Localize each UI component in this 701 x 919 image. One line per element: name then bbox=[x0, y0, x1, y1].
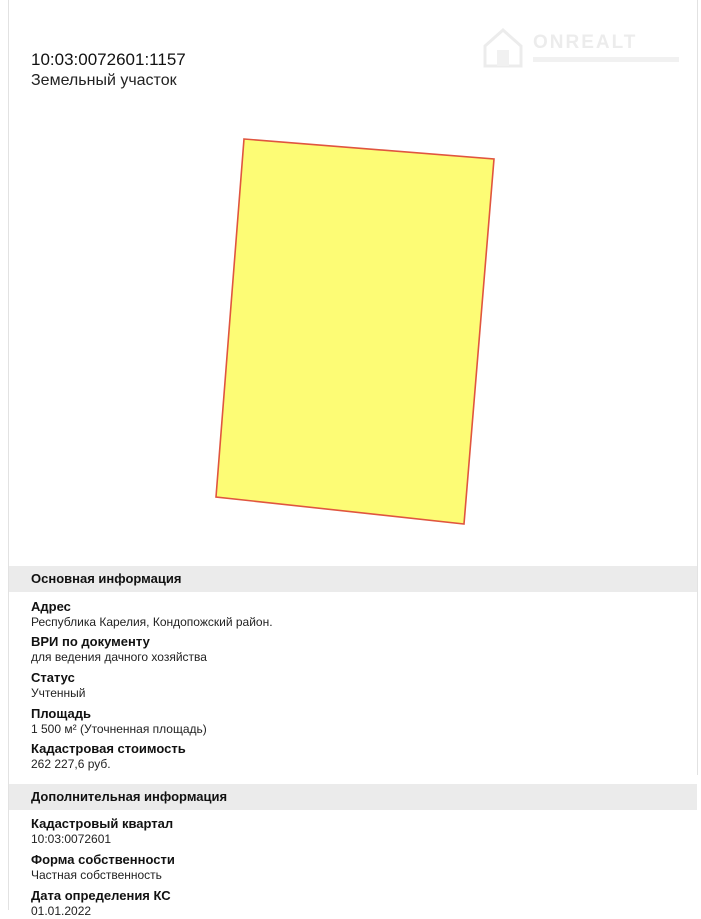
field-valuation-date bbox=[31, 888, 171, 919]
area-label: Площадь bbox=[31, 706, 91, 721]
field-ownership-form bbox=[31, 852, 175, 883]
cadastral-value-value: 262 227,6 руб. bbox=[31, 757, 111, 771]
watermark-brand: ONREALT bbox=[533, 32, 638, 53]
cadastral-quarter-label: Кадастровый квартал bbox=[31, 816, 174, 831]
address-label: Адрес bbox=[31, 599, 71, 614]
field-address bbox=[31, 599, 273, 630]
extra-info-header bbox=[9, 784, 697, 810]
cadastral-quarter-value: 10:03:0072601 bbox=[31, 832, 112, 846]
permitted-use-value: для ведения дачного хозяйства bbox=[31, 650, 207, 664]
valuation-date-label: Дата определения КС bbox=[31, 888, 171, 903]
field-permitted-use bbox=[31, 634, 207, 665]
cadastral-number: 10:03:0072601:1157 bbox=[31, 50, 186, 69]
status-value: Учтенный bbox=[31, 686, 86, 700]
status-label: Статус bbox=[31, 670, 75, 685]
field-cadastral-value bbox=[31, 741, 186, 772]
cadastral-value-label: Кадастровая стоимость bbox=[31, 741, 186, 756]
permitted-use-label: ВРИ по документу bbox=[31, 634, 150, 649]
parcel-polygon[interactable] bbox=[216, 139, 494, 524]
area-value: 1 500 м² (Уточненная площадь) bbox=[31, 722, 207, 736]
field-area bbox=[31, 706, 207, 737]
main-info-header bbox=[9, 566, 697, 592]
extra-info-title: Дополнительная информация bbox=[31, 789, 228, 804]
ownership-form-value: Частная собственность bbox=[31, 868, 162, 882]
object-type: Земельный участок bbox=[31, 72, 177, 89]
ownership-form-label: Форма собственности bbox=[31, 852, 175, 867]
valuation-date-value: 01.01.2022 bbox=[31, 904, 92, 918]
address-value: Республика Карелия, Кондопожский район. bbox=[31, 615, 273, 629]
main-info-title: Основная информация bbox=[31, 571, 182, 586]
field-cadastral-quarter bbox=[31, 816, 173, 847]
field-status bbox=[31, 670, 86, 701]
